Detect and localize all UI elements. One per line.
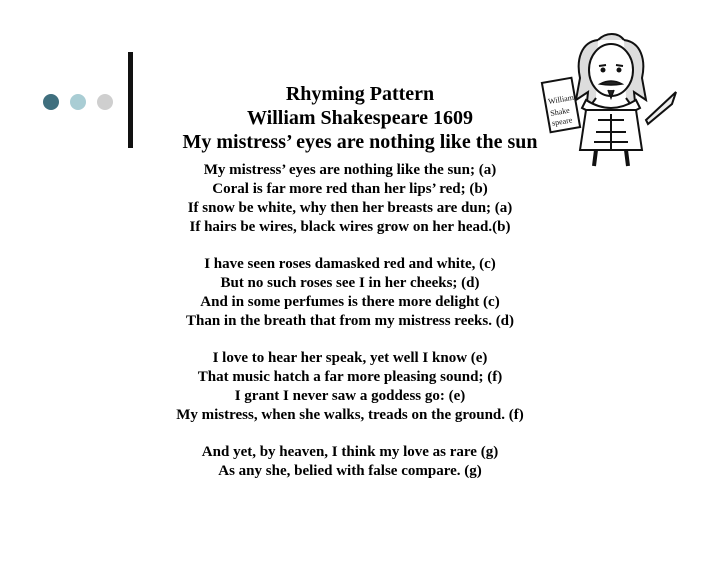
poem-line: My mistress, when she walks, treads on the ground. (f) bbox=[176, 407, 524, 423]
face-shape bbox=[589, 44, 633, 96]
poem-line: Than in the breath that from my mistress reeks. (d) bbox=[185, 313, 515, 329]
title-line-3: My mistress’ eyes are nothing like the sun bbox=[182, 131, 538, 153]
vertical-divider bbox=[128, 52, 133, 148]
poem-line: If snow be white, why then her breasts are dun; (a) bbox=[187, 200, 513, 216]
poem-line: I have seen roses damasked red and white, (c) bbox=[204, 256, 496, 272]
poem-line: My mistress’ eyes are nothing like the sun; (a) bbox=[203, 162, 497, 178]
poem-text bbox=[150, 161, 550, 499]
poem-line: If hairs be wires, black wires grow on her head.(b) bbox=[189, 219, 511, 235]
poem-line: And in some perfumes is there more delight (c) bbox=[200, 294, 500, 310]
poem-line: That music hatch a far more pleasing sound; (f) bbox=[197, 369, 503, 385]
legs-shape bbox=[594, 150, 628, 166]
poem-line: Coral is far more red than her lips’ red; (b) bbox=[212, 181, 488, 197]
poem-line: I love to hear her speak, yet well I know (e) bbox=[212, 350, 488, 366]
svg-text:speare: speare bbox=[551, 115, 573, 128]
poem-line: As any she, belied with false compare. (g) bbox=[218, 463, 482, 479]
dot-light bbox=[70, 94, 86, 110]
svg-text:William: William bbox=[547, 92, 575, 107]
svg-text:Shake: Shake bbox=[549, 105, 571, 118]
decorative-dots bbox=[43, 94, 113, 110]
eye-left bbox=[601, 68, 606, 73]
slide-title bbox=[150, 82, 570, 154]
quill-shape bbox=[646, 92, 676, 124]
stanza-4 bbox=[150, 443, 550, 481]
poem-line: I grant I never saw a goddess go: (e) bbox=[234, 388, 466, 404]
stanza-1 bbox=[150, 161, 550, 237]
poem-line: And yet, by heaven, I think my love as rare (g) bbox=[201, 444, 499, 460]
scroll-shape bbox=[542, 78, 580, 132]
poem-line: But no such roses see I in her cheeks; (d) bbox=[220, 275, 480, 291]
eye-right bbox=[617, 68, 622, 73]
dot-gray bbox=[97, 94, 113, 110]
stanza-3 bbox=[150, 349, 550, 425]
title-line-1: Rhyming Pattern bbox=[285, 83, 435, 105]
shakespeare-cartoon-icon bbox=[536, 20, 686, 170]
stanza-2 bbox=[150, 255, 550, 331]
title-line-2: William Shakespeare 1609 bbox=[247, 107, 473, 129]
dot-dark bbox=[43, 94, 59, 110]
